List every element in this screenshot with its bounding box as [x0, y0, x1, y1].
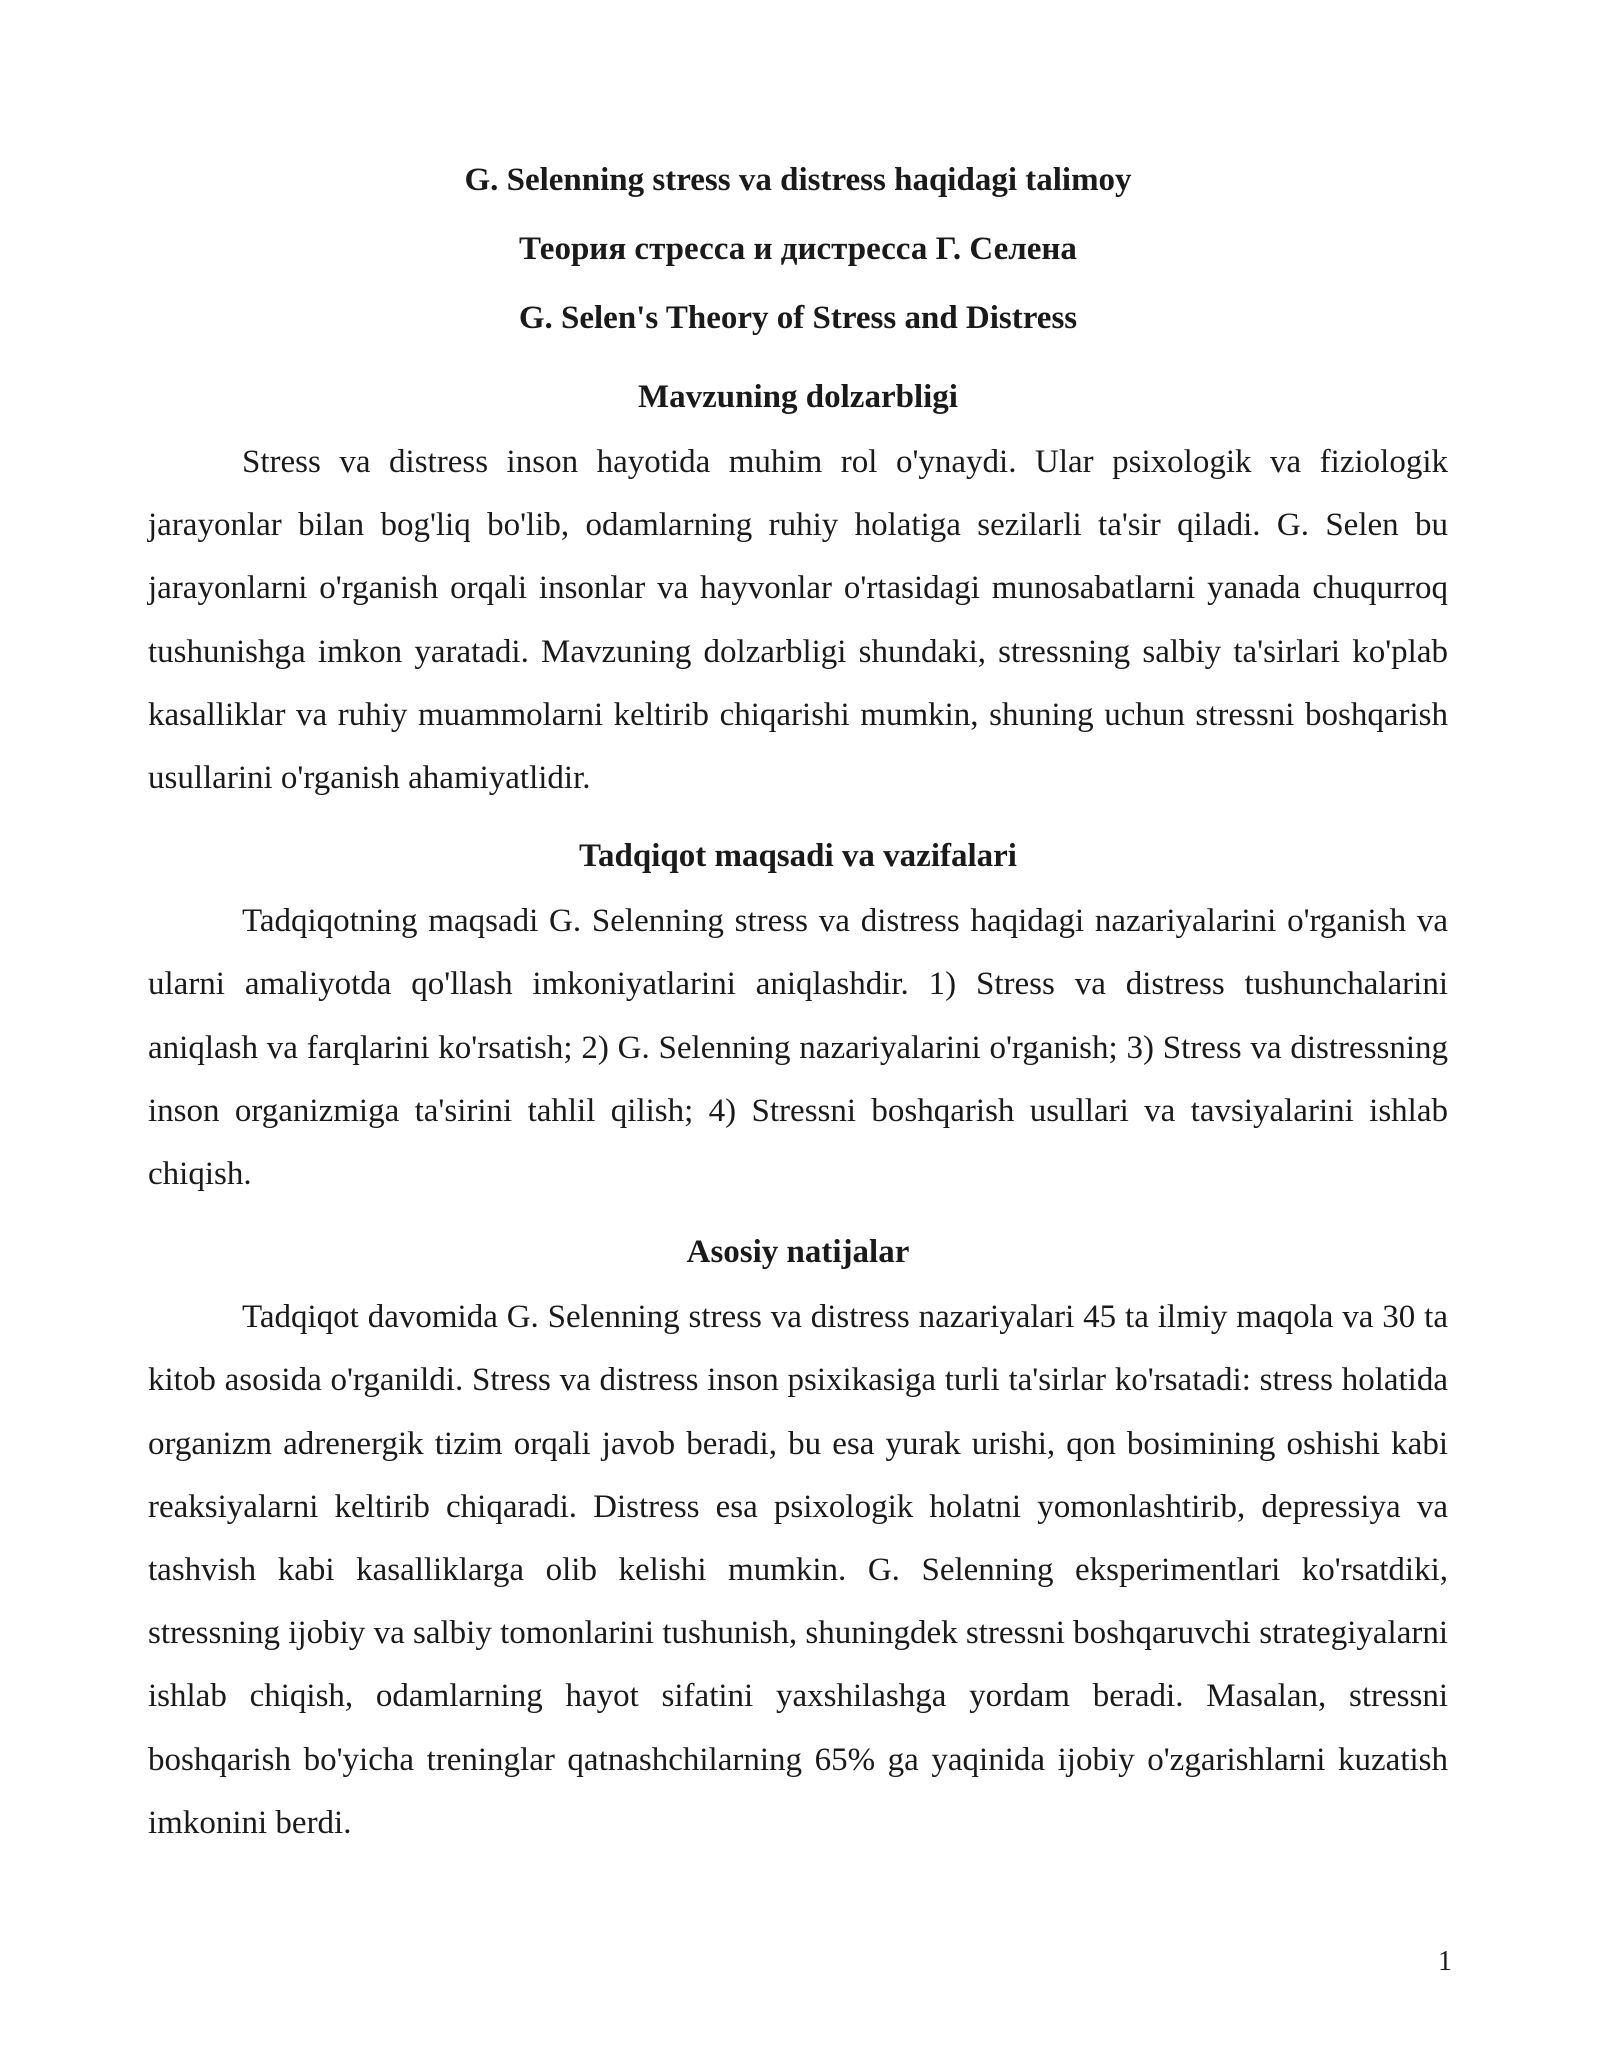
- section-heading-relevance: Mavzuning dolzarbligi: [638, 379, 958, 415]
- title-english: G. Selen's Theory of Stress and Distress: [518, 300, 1078, 336]
- title-russian: Теория стресса и дистресса Г. Селена: [519, 231, 1077, 267]
- paragraph-relevance: Stress va distress inson hayotida muhim rol o'ynaydi. Ular psixologik va fiziologik jarayonlar bilan bog'liq bo'lib, odamlarning ruhiy holatiga sezilarli ta'sir qiladi. G. Selen bu jarayonlarni o'rganish orqali insonlar va hayvonlar o'rtasidagi munosabatlarni yanada chuqurroq tushunishga imkon yaratadi. Mavzuning dolzarbligi shundaki, stressning salbiy ta'sirlari ko'plab kasalliklar va ruhiy muammolarni keltirib chiqarishi mumkin, shuning uchun stressni boshqarish usullarini o'rganish ahamiyatlidir.: [148, 444, 1448, 797]
- title-uzbek: G. Selenning stress va distress haqidagi talimoy: [464, 162, 1132, 198]
- paragraph-goals: Tadqiqotning maqsadi G. Selenning stress va distress haqidagi nazariyalarini o'rganish va ularni amaliyotda qo'llash imkoniyatlarini aniqlashdir. 1) Stress va distress tushunchalarini aniqlash va farqlarini ko'rsatish; 2) G. Selenning nazariyalarini o'rganish; 3) Stress va distressning inson organizmiga ta'sirini tahlil qilish; 4) Stressni boshqarish usullari va tavsiyalarini ishlab chiqish.: [148, 903, 1448, 1193]
- page-number: 1: [1438, 1946, 1452, 1977]
- section-heading-results: Asosiy natijalar: [686, 1234, 910, 1271]
- paragraph-results: Tadqiqot davomida G. Selenning stress va distress nazariyalari 45 ta ilmiy maqola va 30 ta kitob asosida o'rganildi. Stress va distress inson psixikasiga turli ta'sirlar ko'rsatadi: stress holatida organizm adrenergik tizim orqali javob beradi, bu esa yurak urishi, qon bosimining oshishi kabi reaksiyalarni keltirib chiqaradi. Distress esa psixologik holatni yomonlashtirib, depressiya va tashvish kabi kasalliklarga olib kelishi mumkin. G. Selenning eksperimentlari ko'rsatdiki, stressning ijobiy va salbiy tomonlarini tushunish, shuningdek stressni boshqaruvchi strategiyalarni ishlab chiqish, odamlarning hayot sifatini yaxshilashga yordam beradi. Masalan, stressni boshqarish bo'yicha treninglar qatnashchilarning 65% ga yaqinida ijobiy o'zgarishlarni kuzatish imkonini berdi.: [148, 1299, 1448, 1841]
- document-page: [148, 146, 1448, 1855]
- section-heading-goals: Tadqiqot maqsadi va vazifalari: [579, 838, 1017, 875]
